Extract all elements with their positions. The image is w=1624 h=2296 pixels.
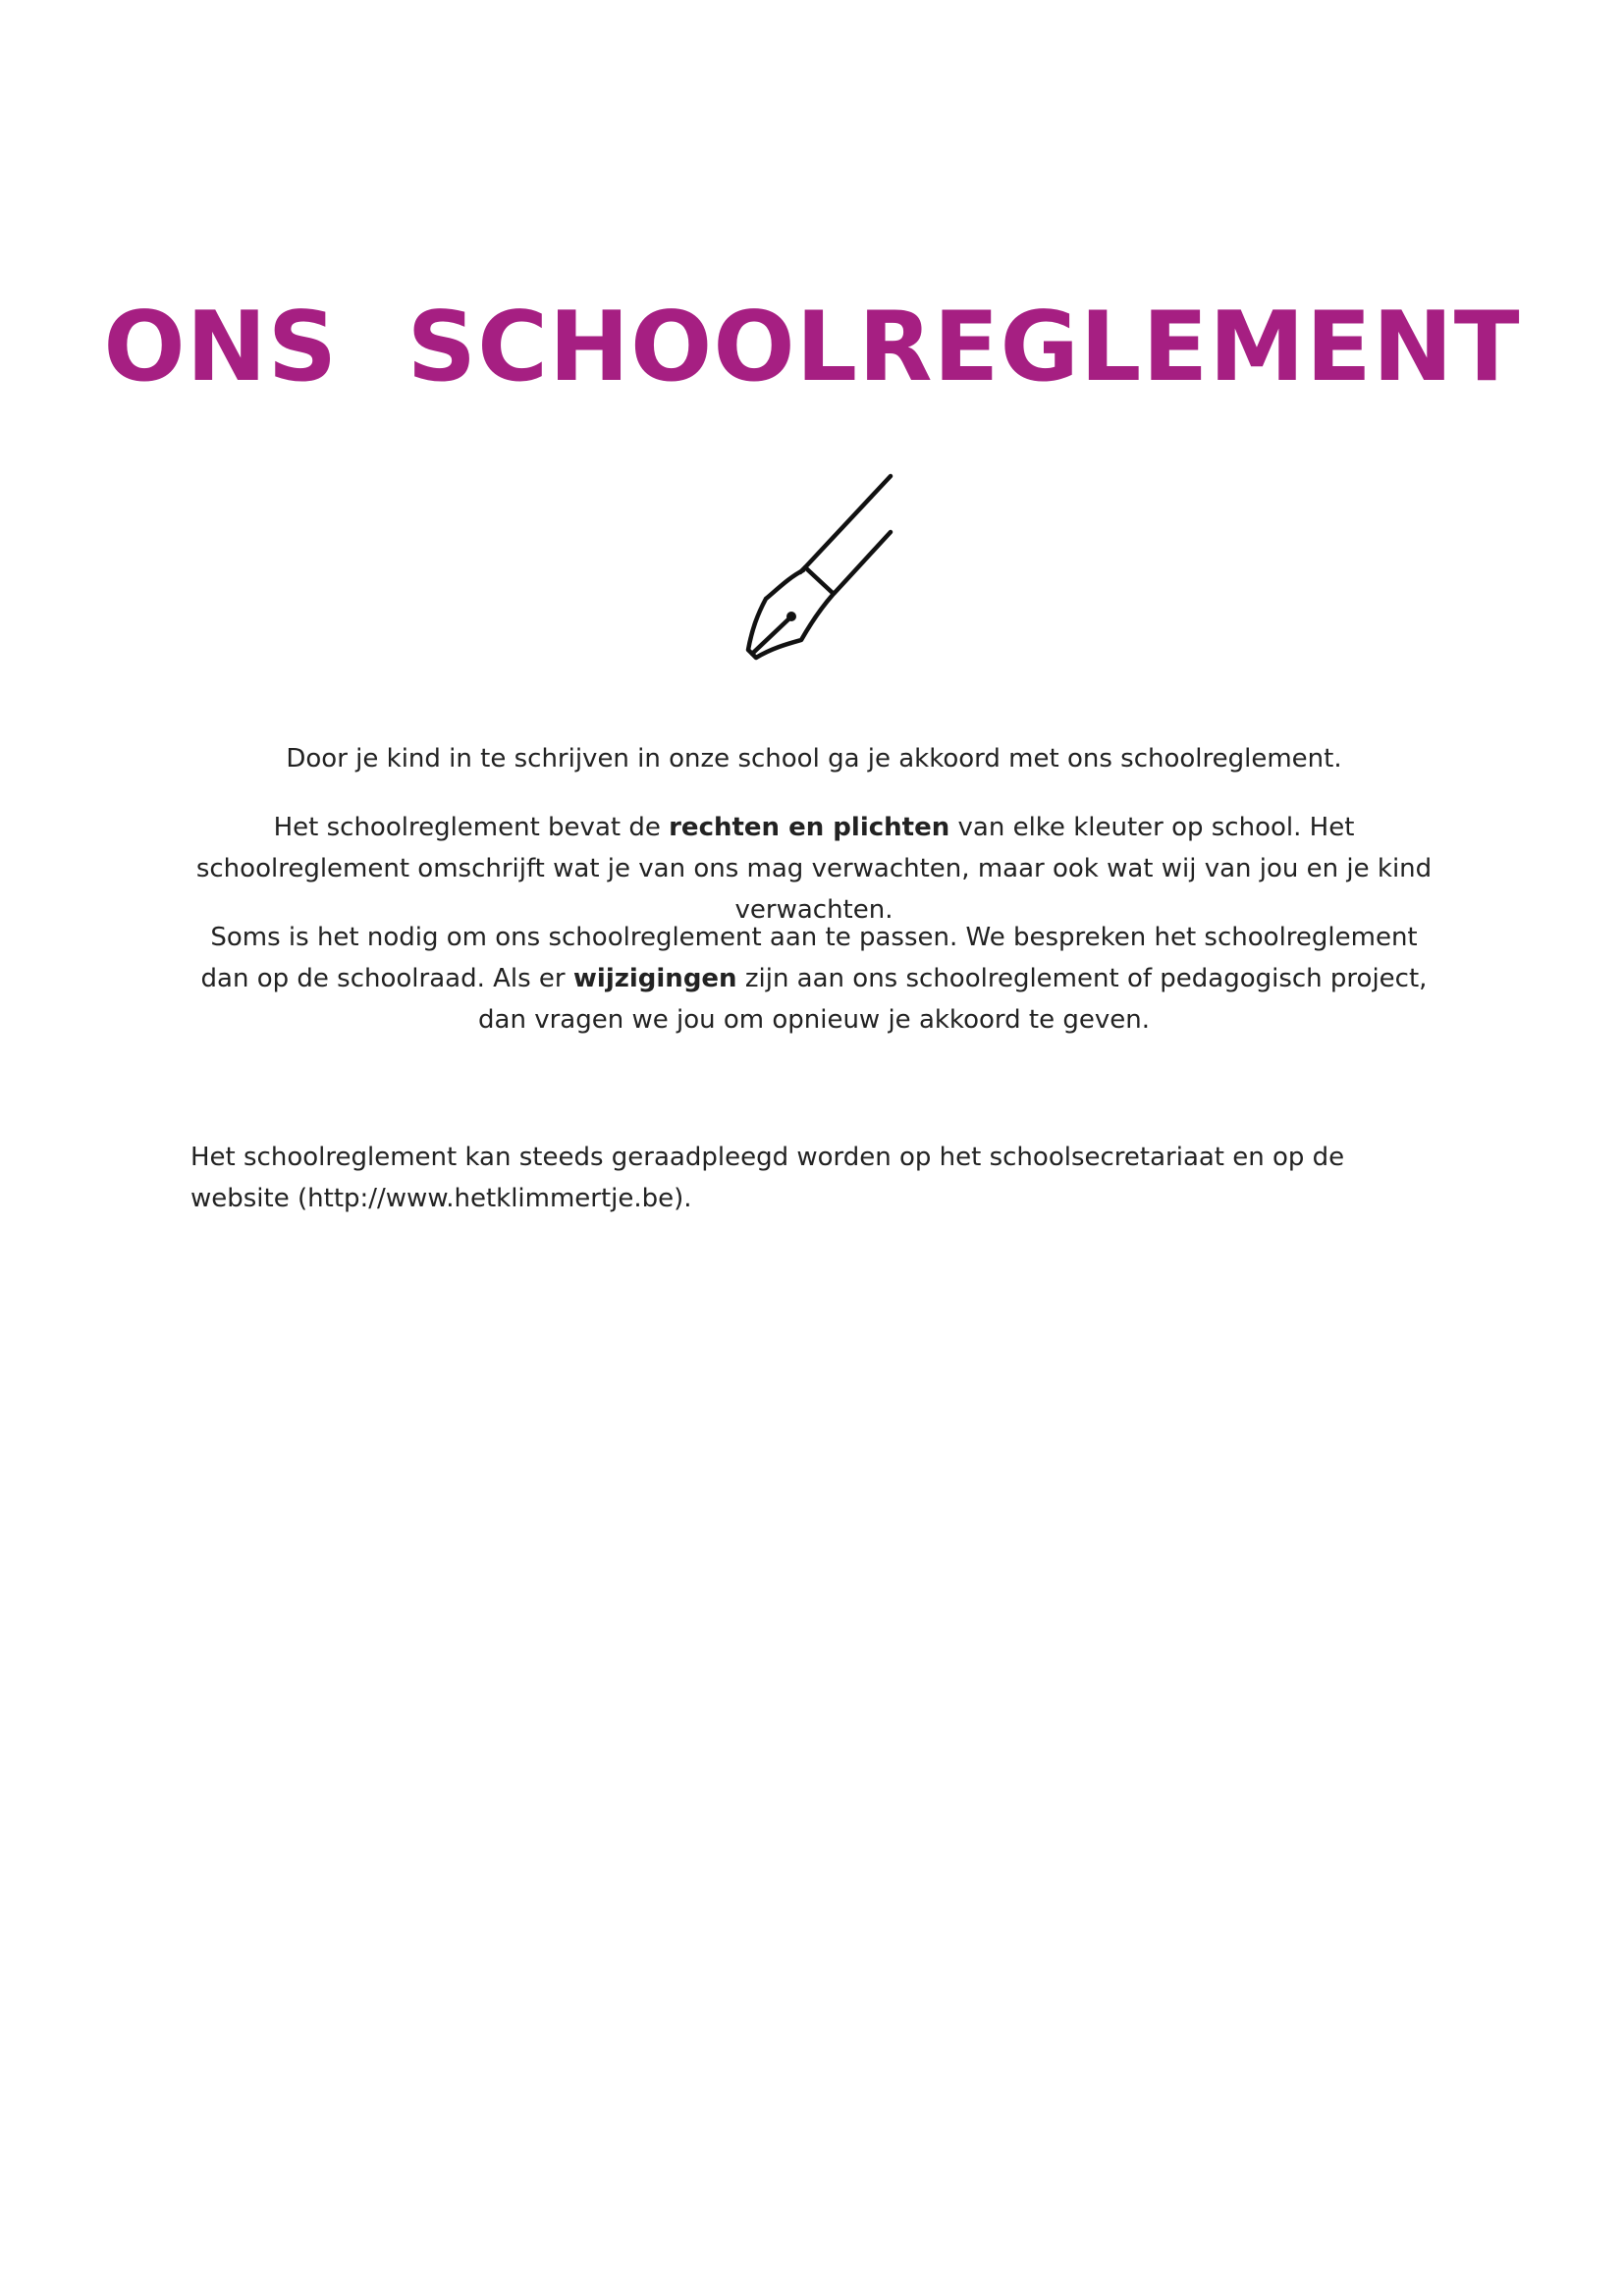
website-paragraph bbox=[190, 1137, 1437, 1219]
page-title: ONS SCHOOLREGLEMENT bbox=[103, 292, 1521, 403]
rights-text-bold: rechten en plichten bbox=[669, 813, 950, 842]
fountain-pen-icon bbox=[738, 471, 897, 667]
changes-text-before: Soms is het nodig om ons schoolreglement aan te passen. We bespreken het schoolreglement dan op de schoolraad. Als er bbox=[200, 923, 1418, 993]
changes-paragraph bbox=[190, 917, 1437, 1041]
changes-text-after: zijn aan ons schoolreglement of pedagogisch project, dan vragen we jou om opnieuw je akkoord te geven. bbox=[478, 964, 1428, 1035]
changes-text-bold: wijzigingen bbox=[572, 964, 737, 993]
rights-text-after: van elke kleuter op school. Het schoolreglement omschrijft wat je van ons mag verwachten, maar ook wat wij van jou en je kind verwachten. bbox=[195, 813, 1433, 925]
intro-paragraph: Door je kind in te schrijven in onze school ga je akkoord met ons schoolreglement. bbox=[286, 744, 1342, 774]
website-text: Het schoolreglement kan steeds geraadpleegd worden op het schoolsecretariaat en op de website bbox=[190, 1143, 1345, 1213]
website-link[interactable]: (http://www.hetklimmertje.be). bbox=[298, 1184, 692, 1213]
rights-paragraph bbox=[190, 807, 1437, 931]
rights-text-before: Het schoolreglement bevat de bbox=[273, 813, 670, 842]
